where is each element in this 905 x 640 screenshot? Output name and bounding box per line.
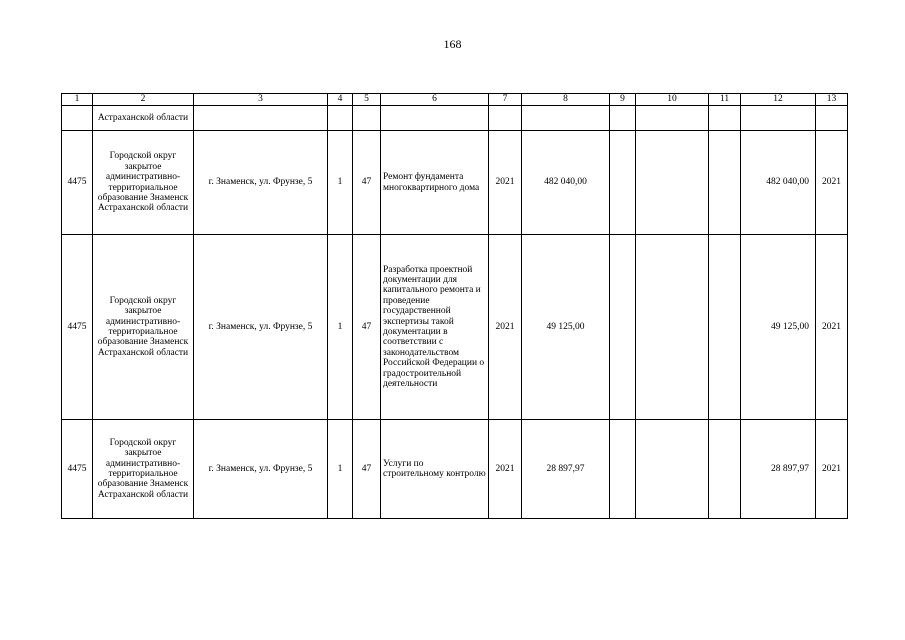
table-row — [62, 420, 848, 519]
address: г. Знаменск, ул. Фрунзе, 5 — [194, 420, 328, 519]
row-number: 4475 — [62, 131, 93, 235]
row-number: 4475 — [62, 420, 93, 519]
year-start: 2021 — [489, 420, 522, 519]
year-end: 2021 — [816, 131, 848, 235]
work-type: Разработка проектной документации для капитального ремонта и проведение государственной экспертизы такой документации в соответствии с законодательством Российской Федерации о градостроительной деятельности — [381, 235, 489, 420]
header-cell-12: 12 — [741, 94, 816, 106]
header-cell-3: 3 — [194, 94, 328, 106]
total-cost: 49 125,00 — [522, 235, 610, 420]
cont-cell-13 — [816, 106, 848, 131]
register-table — [61, 93, 848, 519]
col-4-value: 1 — [328, 235, 353, 420]
col-9-value — [610, 420, 636, 519]
row-number: 4475 — [62, 235, 93, 420]
col-4-value: 1 — [328, 131, 353, 235]
col-5-value: 47 — [353, 235, 381, 420]
header-cell-10: 10 — [636, 94, 709, 106]
cont-cell-9 — [610, 106, 636, 131]
cont-cell-4 — [328, 106, 353, 131]
year-end: 2021 — [816, 235, 848, 420]
header-cell-4: 4 — [328, 94, 353, 106]
cont-cell-10 — [636, 106, 709, 131]
cont-cell-12 — [741, 106, 816, 131]
work-type: Услуги по строительному контролю — [381, 420, 489, 519]
fund-cost: 28 897,97 — [741, 420, 816, 519]
header-cell-11: 11 — [709, 94, 741, 106]
col-11-value — [709, 420, 741, 519]
col-5-value: 47 — [353, 420, 381, 519]
col-5-value: 47 — [353, 131, 381, 235]
col-11-value — [709, 131, 741, 235]
header-cell-2: 2 — [93, 94, 194, 106]
continuation-row — [62, 106, 848, 131]
header-cell-5: 5 — [353, 94, 381, 106]
header-cell-9: 9 — [610, 94, 636, 106]
header-cell-6: 6 — [381, 94, 489, 106]
col-10-value — [636, 131, 709, 235]
header-cell-13: 13 — [816, 94, 848, 106]
cont-cell-7 — [489, 106, 522, 131]
year-end: 2021 — [816, 420, 848, 519]
col-11-value — [709, 235, 741, 420]
cont-cell-6 — [381, 106, 489, 131]
total-cost: 28 897,97 — [522, 420, 610, 519]
address: г. Знаменск, ул. Фрунзе, 5 — [194, 235, 328, 420]
cont-cell-8 — [522, 106, 610, 131]
col-4-value: 1 — [328, 420, 353, 519]
total-cost: 482 040,00 — [522, 131, 610, 235]
municipality: Городской округ закрытое административно-территориальное образование Знаменск Астраханской области — [93, 131, 194, 235]
cont-cell-municipality: Астраханской области — [93, 106, 194, 131]
cont-cell-5 — [353, 106, 381, 131]
address: г. Знаменск, ул. Фрунзе, 5 — [194, 131, 328, 235]
fund-cost: 482 040,00 — [741, 131, 816, 235]
col-10-value — [636, 420, 709, 519]
cont-cell-11 — [709, 106, 741, 131]
cont-cell-1 — [62, 106, 93, 131]
municipality: Городской округ закрытое административно-территориальное образование Знаменск Астраханской области — [93, 235, 194, 420]
col-10-value — [636, 235, 709, 420]
table-row — [62, 235, 848, 420]
work-type: Ремонт фундамента многоквартирного дома — [381, 131, 489, 235]
header-cell-1: 1 — [62, 94, 93, 106]
col-9-value — [610, 131, 636, 235]
table-row — [62, 131, 848, 235]
page-number: 168 — [443, 37, 462, 51]
cont-cell-3 — [194, 106, 328, 131]
header-row — [62, 94, 848, 106]
fund-cost: 49 125,00 — [741, 235, 816, 420]
header-cell-8: 8 — [522, 94, 610, 106]
header-cell-7: 7 — [489, 94, 522, 106]
col-9-value — [610, 235, 636, 420]
year-start: 2021 — [489, 235, 522, 420]
year-start: 2021 — [489, 131, 522, 235]
municipality: Городской округ закрытое административно-территориальное образование Знаменск Астраханской области — [93, 420, 194, 519]
